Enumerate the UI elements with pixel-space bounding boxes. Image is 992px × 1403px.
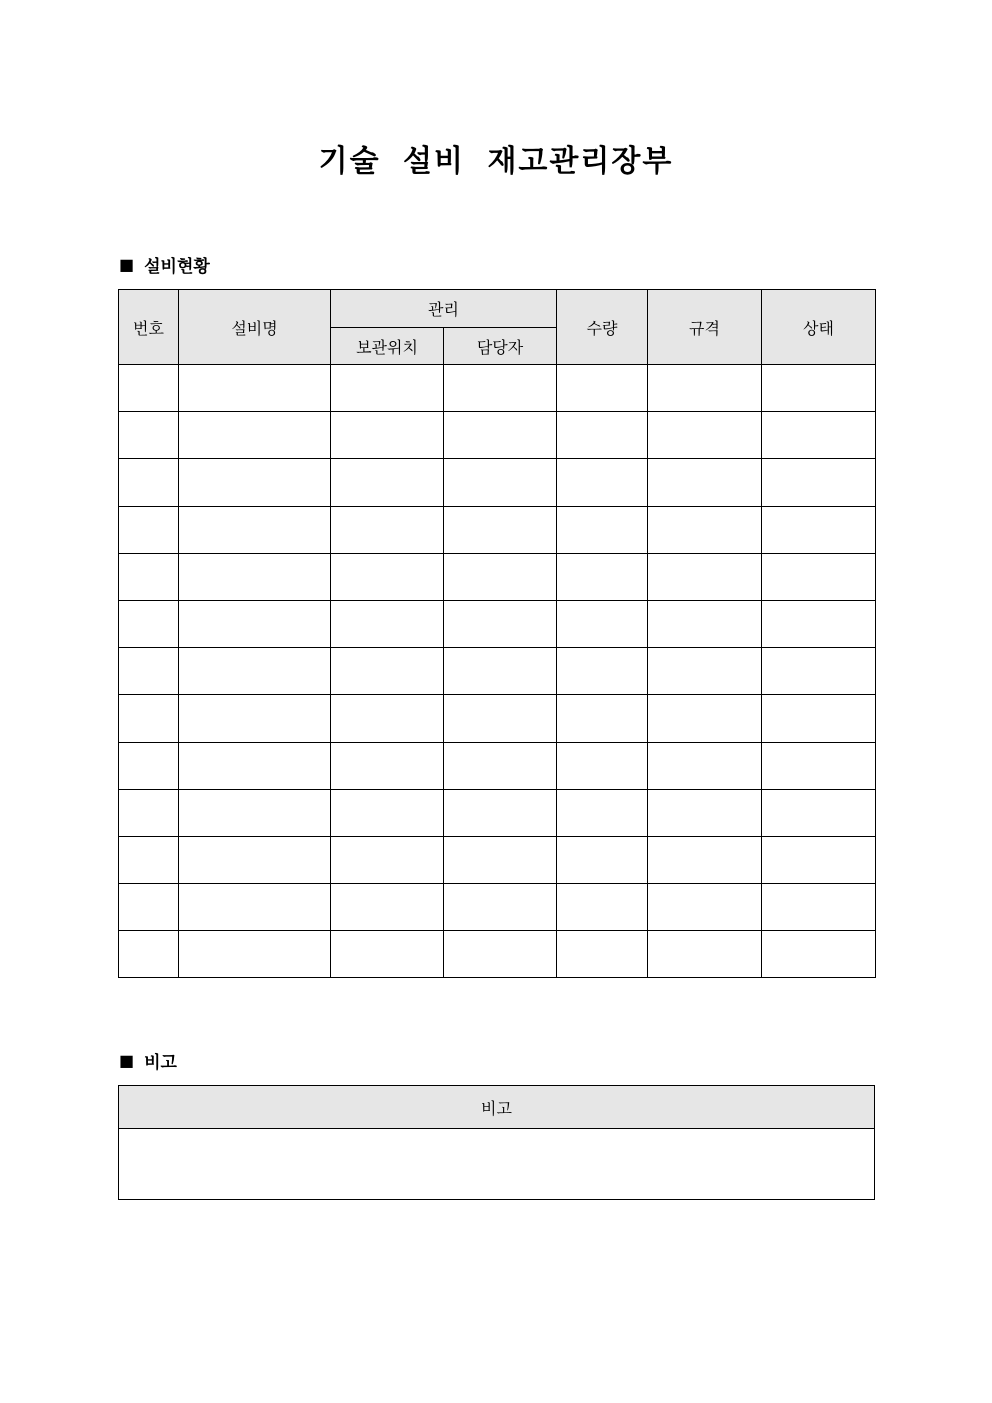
cell-name[interactable] xyxy=(179,648,331,695)
table-row xyxy=(119,506,876,553)
cell-location[interactable] xyxy=(331,695,444,742)
cell-location[interactable] xyxy=(331,506,444,553)
cell-name[interactable] xyxy=(179,553,331,600)
table-row xyxy=(119,836,876,883)
cell-status[interactable] xyxy=(762,789,876,836)
cell-name[interactable] xyxy=(179,365,331,412)
cell-name[interactable] xyxy=(179,789,331,836)
cell-manager[interactable] xyxy=(444,365,557,412)
cell-no[interactable] xyxy=(119,506,179,553)
table-row xyxy=(119,365,876,412)
cell-status[interactable] xyxy=(762,412,876,459)
cell-quantity[interactable] xyxy=(557,931,648,978)
cell-quantity[interactable] xyxy=(557,553,648,600)
cell-quantity[interactable] xyxy=(557,648,648,695)
header-status: 상태 xyxy=(762,290,876,365)
square-bullet-icon: ■ xyxy=(119,1051,135,1070)
cell-location[interactable] xyxy=(331,931,444,978)
remarks-table xyxy=(118,1085,875,1200)
cell-quantity[interactable] xyxy=(557,836,648,883)
cell-manager[interactable] xyxy=(444,884,557,931)
table-row xyxy=(119,553,876,600)
cell-location[interactable] xyxy=(331,459,444,506)
cell-status[interactable] xyxy=(762,695,876,742)
cell-quantity[interactable] xyxy=(557,412,648,459)
cell-location[interactable] xyxy=(331,600,444,647)
header-quantity: 수량 xyxy=(557,290,648,365)
header-management: 관리 xyxy=(331,290,557,328)
table-row xyxy=(119,459,876,506)
table-row xyxy=(119,884,876,931)
cell-no[interactable] xyxy=(119,600,179,647)
remarks-section-label: 비고 xyxy=(144,1053,177,1073)
cell-spec[interactable] xyxy=(648,931,762,978)
cell-manager[interactable] xyxy=(444,600,557,647)
cell-no[interactable] xyxy=(119,412,179,459)
cell-manager[interactable] xyxy=(444,931,557,978)
cell-status[interactable] xyxy=(762,365,876,412)
cell-status[interactable] xyxy=(762,742,876,789)
cell-name[interactable] xyxy=(179,412,331,459)
cell-status[interactable] xyxy=(762,648,876,695)
cell-no[interactable] xyxy=(119,553,179,600)
equipment-table xyxy=(118,289,876,978)
cell-location[interactable] xyxy=(331,789,444,836)
cell-spec[interactable] xyxy=(648,600,762,647)
header-name: 설비명 xyxy=(179,290,331,365)
cell-manager[interactable] xyxy=(444,789,557,836)
cell-location[interactable] xyxy=(331,836,444,883)
cell-location[interactable] xyxy=(331,553,444,600)
cell-status[interactable] xyxy=(762,836,876,883)
cell-name[interactable] xyxy=(179,884,331,931)
cell-spec[interactable] xyxy=(648,836,762,883)
equipment-section-heading xyxy=(119,252,210,277)
remarks-header: 비고 xyxy=(119,1086,875,1129)
cell-manager[interactable] xyxy=(444,742,557,789)
cell-manager[interactable] xyxy=(444,506,557,553)
cell-status[interactable] xyxy=(762,884,876,931)
cell-status[interactable] xyxy=(762,553,876,600)
cell-status[interactable] xyxy=(762,600,876,647)
cell-status[interactable] xyxy=(762,506,876,553)
cell-quantity[interactable] xyxy=(557,789,648,836)
cell-spec[interactable] xyxy=(648,742,762,789)
cell-no[interactable] xyxy=(119,836,179,883)
table-row xyxy=(119,789,876,836)
cell-no[interactable] xyxy=(119,459,179,506)
table-row xyxy=(119,412,876,459)
cell-no[interactable] xyxy=(119,695,179,742)
cell-quantity[interactable] xyxy=(557,742,648,789)
cell-manager[interactable] xyxy=(444,553,557,600)
cell-spec[interactable] xyxy=(648,365,762,412)
cell-location[interactable] xyxy=(331,742,444,789)
cell-spec[interactable] xyxy=(648,884,762,931)
cell-quantity[interactable] xyxy=(557,695,648,742)
cell-location[interactable] xyxy=(331,884,444,931)
cell-name[interactable] xyxy=(179,506,331,553)
cell-name[interactable] xyxy=(179,742,331,789)
cell-manager[interactable] xyxy=(444,459,557,506)
cell-quantity[interactable] xyxy=(557,506,648,553)
header-manager: 담당자 xyxy=(444,328,557,365)
table-row xyxy=(119,600,876,647)
square-bullet-icon: ■ xyxy=(119,255,135,274)
header-spec: 규격 xyxy=(648,290,762,365)
cell-manager[interactable] xyxy=(444,836,557,883)
table-row xyxy=(119,742,876,789)
table-row xyxy=(119,931,876,978)
cell-no[interactable] xyxy=(119,931,179,978)
cell-name[interactable] xyxy=(179,695,331,742)
cell-name[interactable] xyxy=(179,459,331,506)
cell-location[interactable] xyxy=(331,648,444,695)
cell-spec[interactable] xyxy=(648,789,762,836)
cell-name[interactable] xyxy=(179,600,331,647)
cell-no[interactable] xyxy=(119,742,179,789)
cell-spec[interactable] xyxy=(648,506,762,553)
cell-status[interactable] xyxy=(762,459,876,506)
cell-quantity[interactable] xyxy=(557,459,648,506)
cell-spec[interactable] xyxy=(648,553,762,600)
cell-spec[interactable] xyxy=(648,459,762,506)
cell-status[interactable] xyxy=(762,931,876,978)
cell-manager[interactable] xyxy=(444,695,557,742)
cell-quantity[interactable] xyxy=(557,600,648,647)
cell-name[interactable] xyxy=(179,931,331,978)
cell-location[interactable] xyxy=(331,412,444,459)
table-row xyxy=(119,648,876,695)
cell-quantity[interactable] xyxy=(557,884,648,931)
cell-location[interactable] xyxy=(331,365,444,412)
cell-spec[interactable] xyxy=(648,695,762,742)
cell-no[interactable] xyxy=(119,365,179,412)
cell-spec[interactable] xyxy=(648,648,762,695)
header-no: 번호 xyxy=(119,290,179,365)
table-row xyxy=(119,695,876,742)
cell-spec[interactable] xyxy=(648,412,762,459)
cell-manager[interactable] xyxy=(444,648,557,695)
cell-no[interactable] xyxy=(119,884,179,931)
cell-name[interactable] xyxy=(179,836,331,883)
remarks-content-cell[interactable] xyxy=(119,1129,875,1200)
header-location: 보관위치 xyxy=(331,328,444,365)
page-title: 기술 설비 재고관리장부 xyxy=(318,144,674,179)
equipment-section-label: 설비현황 xyxy=(144,257,210,277)
cell-manager[interactable] xyxy=(444,412,557,459)
cell-no[interactable] xyxy=(119,789,179,836)
cell-quantity[interactable] xyxy=(557,365,648,412)
cell-no[interactable] xyxy=(119,648,179,695)
remarks-section-heading xyxy=(119,1048,177,1073)
